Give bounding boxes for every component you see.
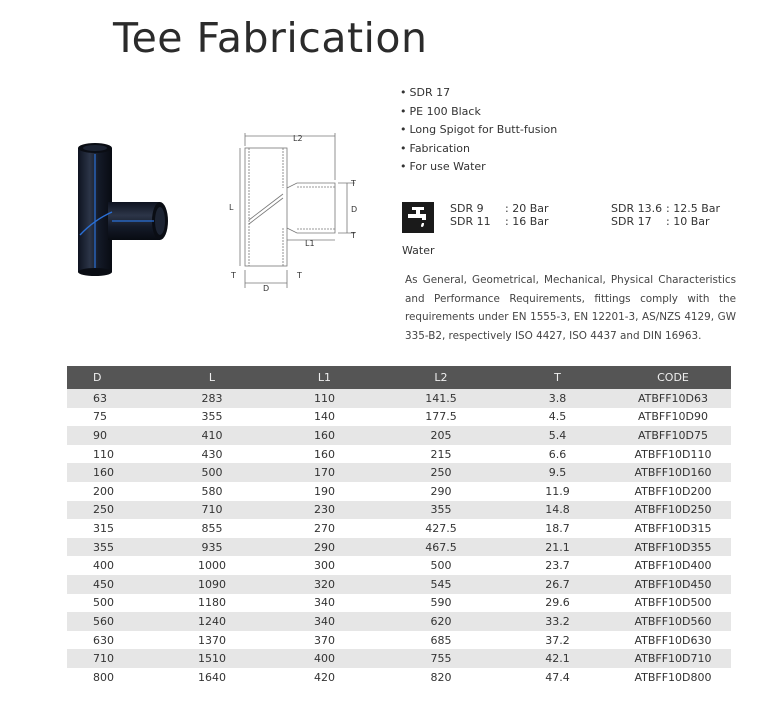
table-cell: 320 bbox=[267, 575, 382, 594]
table-cell: 14.8 bbox=[500, 501, 615, 520]
pressure-rating bbox=[611, 215, 710, 228]
table-cell: 935 bbox=[157, 538, 267, 557]
column-header: T bbox=[500, 366, 615, 389]
pressure-sdr: SDR 17 bbox=[611, 215, 652, 228]
table-cell: 1240 bbox=[157, 612, 267, 631]
table-cell: 205 bbox=[382, 426, 500, 445]
drawing-label-d-main: D bbox=[263, 284, 270, 293]
table-cell: 177.5 bbox=[382, 408, 500, 427]
table-cell: ATBFF10D400 bbox=[615, 556, 731, 575]
table-cell: 1510 bbox=[157, 649, 267, 668]
table-row bbox=[67, 463, 731, 482]
table-cell: ATBFF10D630 bbox=[615, 631, 731, 650]
table-cell: 29.6 bbox=[500, 594, 615, 613]
drawing-label-l: L bbox=[229, 203, 234, 212]
table-cell: 42.1 bbox=[500, 649, 615, 668]
drawing-label-t-bottom: T bbox=[351, 231, 356, 240]
table-cell: 710 bbox=[67, 649, 157, 668]
water-label: Water bbox=[402, 244, 435, 257]
table-cell: 250 bbox=[67, 501, 157, 520]
drawing-label-l2: L2 bbox=[293, 134, 303, 143]
table-cell: ATBFF10D250 bbox=[615, 501, 731, 520]
table-cell: 560 bbox=[67, 612, 157, 631]
water-tap-icon bbox=[402, 202, 434, 233]
table-cell: 300 bbox=[267, 556, 382, 575]
table-cell: 283 bbox=[157, 389, 267, 408]
table-cell: ATBFF10D63 bbox=[615, 389, 731, 408]
table-cell: 340 bbox=[267, 612, 382, 631]
table-cell: 23.7 bbox=[500, 556, 615, 575]
table-cell: 400 bbox=[67, 556, 157, 575]
table-row bbox=[67, 556, 731, 575]
table-cell: 141.5 bbox=[382, 389, 500, 408]
table-cell: 37.2 bbox=[500, 631, 615, 650]
drawing-label-d-branch: D bbox=[351, 205, 358, 214]
table-cell: 620 bbox=[382, 612, 500, 631]
table-cell: 63 bbox=[67, 389, 157, 408]
table-cell: ATBFF10D800 bbox=[615, 668, 731, 687]
pressure-bar: : 20 Bar bbox=[505, 202, 549, 215]
table-cell: 420 bbox=[267, 668, 382, 687]
table-cell: 18.7 bbox=[500, 519, 615, 538]
table-cell: 355 bbox=[382, 501, 500, 520]
table-row bbox=[67, 612, 731, 631]
table-row bbox=[67, 519, 731, 538]
table-cell: 90 bbox=[67, 426, 157, 445]
table-cell: ATBFF10D710 bbox=[615, 649, 731, 668]
table-cell: 500 bbox=[67, 594, 157, 613]
table-cell: 26.7 bbox=[500, 575, 615, 594]
pressure-bar: : 16 Bar bbox=[505, 215, 549, 228]
feature-item: • PE 100 Black bbox=[400, 103, 557, 122]
table-cell: ATBFF10D90 bbox=[615, 408, 731, 427]
table-cell: 1180 bbox=[157, 594, 267, 613]
table-cell: 800 bbox=[67, 668, 157, 687]
pressure-rating bbox=[611, 202, 720, 215]
column-header: CODE bbox=[615, 366, 731, 389]
table-cell: 630 bbox=[67, 631, 157, 650]
table-cell: 1000 bbox=[157, 556, 267, 575]
table-cell: ATBFF10D355 bbox=[615, 538, 731, 557]
drawing-label-t-right: T bbox=[297, 271, 302, 280]
pressure-bar: : 12.5 Bar bbox=[666, 202, 721, 215]
table-cell: 160 bbox=[267, 426, 382, 445]
pressure-sdr: SDR 11 bbox=[450, 215, 491, 228]
table-cell: 170 bbox=[267, 463, 382, 482]
table-cell: 590 bbox=[382, 594, 500, 613]
feature-list bbox=[400, 84, 557, 177]
table-row bbox=[67, 501, 731, 520]
table-cell: 75 bbox=[67, 408, 157, 427]
table-cell: 47.4 bbox=[500, 668, 615, 687]
table-cell: ATBFF10D110 bbox=[615, 445, 731, 464]
table-cell: 370 bbox=[267, 631, 382, 650]
table-cell: 4.5 bbox=[500, 408, 615, 427]
pressure-rating bbox=[450, 202, 549, 215]
drawing-label-l1: L1 bbox=[305, 239, 315, 248]
table-cell: 450 bbox=[67, 575, 157, 594]
table-cell: 215 bbox=[382, 445, 500, 464]
table-cell: 270 bbox=[267, 519, 382, 538]
table-cell: 290 bbox=[382, 482, 500, 501]
feature-item: • SDR 17 bbox=[400, 84, 557, 103]
table-cell: 160 bbox=[67, 463, 157, 482]
drawing-label-t-top: T bbox=[351, 179, 356, 188]
table-cell: 820 bbox=[382, 668, 500, 687]
table-row bbox=[67, 426, 731, 445]
table-cell: ATBFF10D560 bbox=[615, 612, 731, 631]
tee-product-image bbox=[68, 140, 176, 280]
table-cell: 230 bbox=[267, 501, 382, 520]
table-cell: 200 bbox=[67, 482, 157, 501]
table-cell: 755 bbox=[382, 649, 500, 668]
table-cell: 355 bbox=[67, 538, 157, 557]
table-cell: ATBFF10D315 bbox=[615, 519, 731, 538]
feature-item: • Fabrication bbox=[400, 140, 557, 159]
table-row bbox=[67, 575, 731, 594]
table-cell: ATBFF10D500 bbox=[615, 594, 731, 613]
table-cell: 190 bbox=[267, 482, 382, 501]
table-cell: 110 bbox=[267, 389, 382, 408]
table-cell: 3.8 bbox=[500, 389, 615, 408]
pressure-sdr: SDR 13.6 bbox=[611, 202, 663, 215]
table-cell: 33.2 bbox=[500, 612, 615, 631]
table-cell: 21.1 bbox=[500, 538, 615, 557]
table-cell: 9.5 bbox=[500, 463, 615, 482]
table-cell: 355 bbox=[157, 408, 267, 427]
table-cell: 160 bbox=[267, 445, 382, 464]
table-cell: 427.5 bbox=[382, 519, 500, 538]
column-header: L2 bbox=[382, 366, 500, 389]
table-row bbox=[67, 445, 731, 464]
table-row bbox=[67, 631, 731, 650]
compliance-description: As General, Geometrical, Mechanical, Physical Characteristics and Performance Requirements, fittings comply with the requirements under EN 1555-3, EN 12201-3, AS/NZS 4129, GW 335-B2, respectively ISO 4427, ISO 4437 and DIN 16963. bbox=[405, 274, 736, 342]
table-cell: 140 bbox=[267, 408, 382, 427]
tee-technical-drawing bbox=[225, 128, 375, 293]
table-cell: 500 bbox=[157, 463, 267, 482]
feature-item: • Long Spigot for Butt-fusion bbox=[400, 121, 557, 140]
table-cell: 6.6 bbox=[500, 445, 615, 464]
table-cell: 1640 bbox=[157, 668, 267, 687]
table-row bbox=[67, 668, 731, 687]
table-row bbox=[67, 538, 731, 557]
table-cell: ATBFF10D160 bbox=[615, 463, 731, 482]
table-cell: 5.4 bbox=[500, 426, 615, 445]
table-cell: 1370 bbox=[157, 631, 267, 650]
table-row bbox=[67, 649, 731, 668]
table-cell: ATBFF10D450 bbox=[615, 575, 731, 594]
table-cell: 855 bbox=[157, 519, 267, 538]
table-cell: 315 bbox=[67, 519, 157, 538]
pressure-rating bbox=[450, 215, 549, 228]
pressure-sdr: SDR 9 bbox=[450, 202, 484, 215]
table-header-row bbox=[67, 366, 731, 389]
table-cell: 545 bbox=[382, 575, 500, 594]
column-header: L bbox=[157, 366, 267, 389]
table-cell: 110 bbox=[67, 445, 157, 464]
table-cell: 1090 bbox=[157, 575, 267, 594]
page-title: Tee Fabrication bbox=[113, 14, 428, 62]
table-cell: ATBFF10D200 bbox=[615, 482, 731, 501]
table-row bbox=[67, 389, 731, 408]
table-cell: 250 bbox=[382, 463, 500, 482]
table-cell: 500 bbox=[382, 556, 500, 575]
table-row bbox=[67, 408, 731, 427]
table-row bbox=[67, 594, 731, 613]
dimension-table bbox=[67, 366, 731, 687]
table-cell: ATBFF10D75 bbox=[615, 426, 731, 445]
drawing-label-t-left: T bbox=[231, 271, 236, 280]
table-cell: 410 bbox=[157, 426, 267, 445]
table-cell: 11.9 bbox=[500, 482, 615, 501]
table-cell: 430 bbox=[157, 445, 267, 464]
pressure-bar: : 10 Bar bbox=[666, 215, 710, 228]
column-header: L1 bbox=[267, 366, 382, 389]
table-cell: 467.5 bbox=[382, 538, 500, 557]
table-cell: 340 bbox=[267, 594, 382, 613]
table-cell: 685 bbox=[382, 631, 500, 650]
feature-item: • For use Water bbox=[400, 158, 557, 177]
table-cell: 400 bbox=[267, 649, 382, 668]
column-header: D bbox=[67, 366, 157, 389]
table-cell: 290 bbox=[267, 538, 382, 557]
table-cell: 710 bbox=[157, 501, 267, 520]
table-cell: 580 bbox=[157, 482, 267, 501]
table-body bbox=[67, 389, 731, 687]
table-row bbox=[67, 482, 731, 501]
